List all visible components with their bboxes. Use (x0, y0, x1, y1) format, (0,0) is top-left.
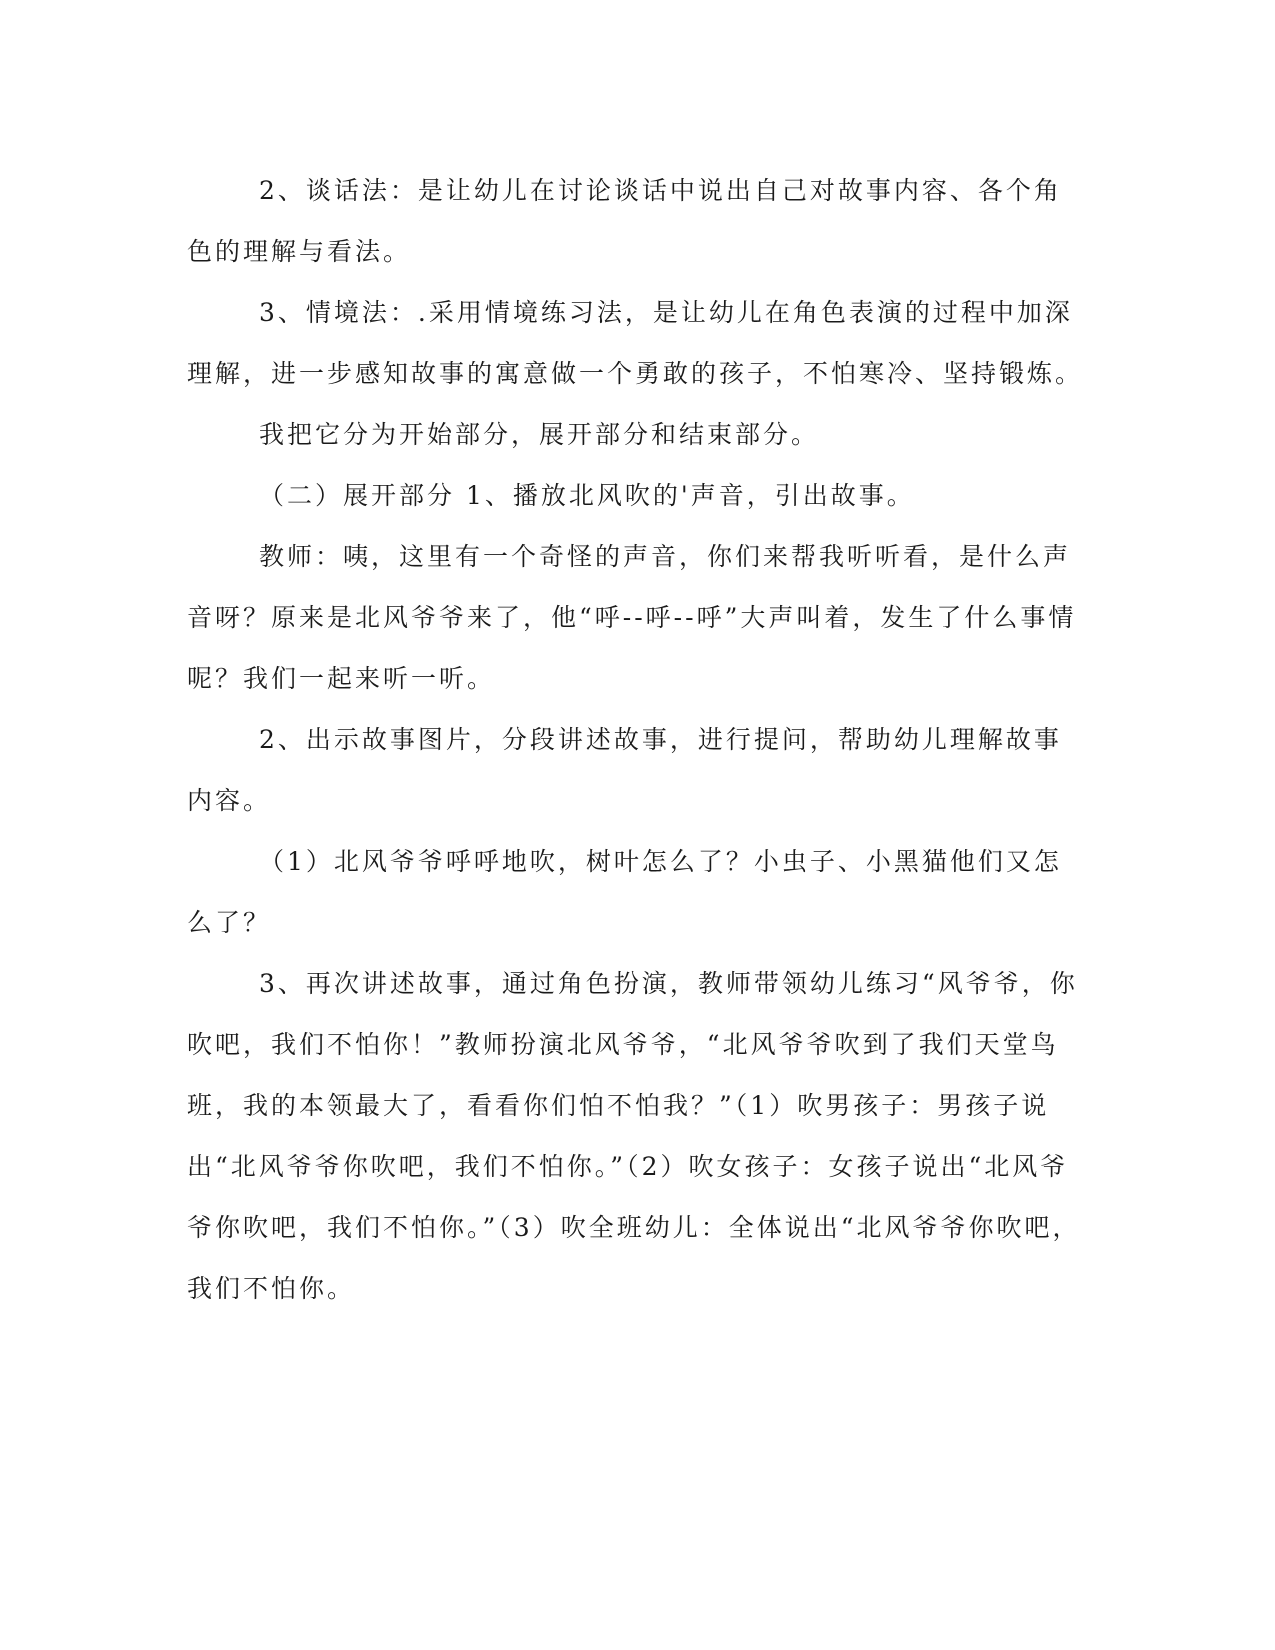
paragraph-question-one: （1）北风爷爷呼呼地吹，树叶怎么了？小虫子、小黑猫他们又怎么了？ (187, 847, 1062, 937)
paragraph-section-two-heading: （二）展开部分 1、播放北风吹的'声音，引出故事。 (259, 481, 915, 510)
document-body (187, 160, 1087, 1319)
paragraph-parts-overview: 我把它分为开始部分，展开部分和结束部分。 (259, 420, 820, 449)
paragraph-show-pictures: 2、出示故事图片，分段讲述故事，进行提问，帮助幼儿理解故事内容。 (187, 725, 1062, 815)
paragraph-teacher-intro: 教师：咦，这里有一个奇怪的声音，你们来帮我听听看，是什么声音呀？原来是北风爷爷来了，他“呼--呼--呼”大声叫着，发生了什么事情呢？我们一起来听一听。 (187, 542, 1077, 693)
paragraph-talk-method: 2、谈话法：是让幼儿在讨论谈话中说出自己对故事内容、各个角色的理解与看法。 (187, 176, 1062, 266)
paragraph-situation-method: 3、情境法：.采用情境练习法，是让幼儿在角色表演的过程中加深理解，进一步感知故事的寓意做一个勇敢的孩子，不怕寒冷、坚持锻炼。 (187, 298, 1084, 388)
paragraph-role-play: 3、再次讲述故事，通过角色扮演，教师带领幼儿练习“风爷爷，你吹吧，我们不怕你！”教师扮演北风爷爷，“北风爷爷吹到了我们天堂鸟班，我的本领最大了，看看你们怕不怕我？”（1）吹男孩子：男孩子说出“北风爷爷你吹吧，我们不怕你。”（2）吹女孩子：女孩子说出“北风爷爷你吹吧，我们不怕你。”（3）吹全班幼儿：全体说出“北风爷爷你吹吧，我们不怕你。 (187, 969, 1081, 1303)
